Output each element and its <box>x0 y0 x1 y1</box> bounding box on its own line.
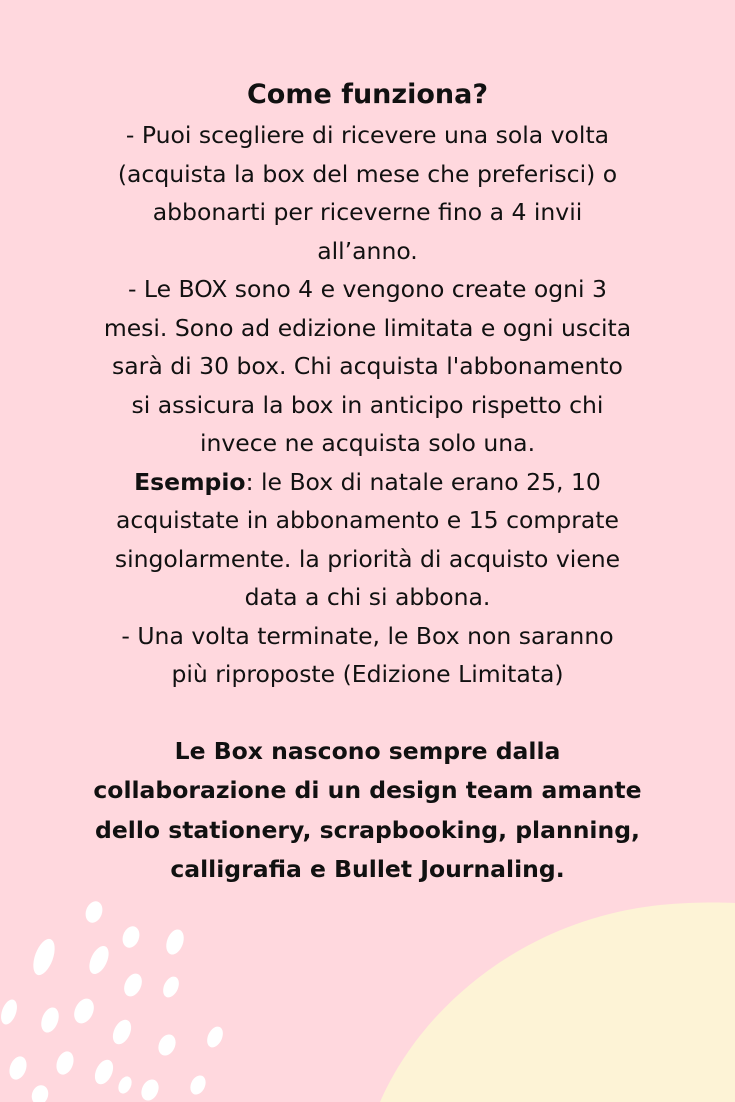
example-paragraph <box>60 463 675 617</box>
dot <box>121 971 146 1000</box>
text-line: abbonarti per riceverne fino a 4 invii <box>152 198 583 226</box>
spacer <box>60 694 675 732</box>
closing-line: dello stationery, scrapbooking, planning, <box>95 815 640 844</box>
page-title: Come funziona? <box>246 79 489 110</box>
dot <box>91 1057 116 1087</box>
dot <box>29 1083 51 1102</box>
dot <box>53 1049 76 1077</box>
final-paragraph <box>60 617 675 694</box>
dot <box>138 1077 162 1102</box>
dot <box>187 1073 208 1097</box>
example-first-line-rest: : le Box di natale erano 25, 10 <box>245 467 601 496</box>
closing-paragraph <box>60 732 675 890</box>
text-line: - Una volta terminate, le Box non saranno <box>121 621 614 650</box>
dot <box>163 927 187 957</box>
text-line: sarà di 30 box. Chi acquista l'abbonamento <box>112 352 623 380</box>
text-line: - Puoi scegliere di ricevere una sola volta <box>125 121 610 149</box>
text-line: invece ne acquista solo una. <box>199 429 536 457</box>
closing-line: collaborazione di un design team amante <box>93 776 642 804</box>
text-line: (acquista la box del mese che preferisci) o <box>117 159 618 188</box>
cream-blob-shape <box>380 903 735 1102</box>
dot <box>83 899 106 925</box>
text-line: all’anno. <box>317 236 418 265</box>
dot <box>120 924 143 950</box>
text-line: data a chi si abbona. <box>244 583 491 611</box>
example-label: Esempio <box>134 467 246 496</box>
dot <box>155 1032 179 1059</box>
text-line: acquistate in abbonamento e 15 comprate <box>116 506 619 534</box>
text-line: si assicura la box in anticipo rispetto chi <box>131 390 604 419</box>
dot <box>0 997 20 1026</box>
dot <box>85 943 112 977</box>
info-text-block <box>60 78 675 890</box>
dot <box>116 1074 134 1095</box>
dot <box>38 1005 62 1035</box>
dot <box>70 995 97 1026</box>
dot <box>29 936 59 978</box>
text-line: singolarmente. la priorità di acquisto viene <box>114 544 621 573</box>
white-dots-pattern <box>0 899 226 1102</box>
example-first-line <box>60 463 675 502</box>
closing-line: calligrafia e Bullet Journaling. <box>170 855 565 883</box>
text-line: mesi. Sono ad edizione limitata e ogni uscita <box>103 313 632 342</box>
text-line: più riproposte (Edizione Limitata) <box>171 660 564 688</box>
dot <box>160 974 182 1000</box>
dot <box>6 1054 29 1082</box>
intro-paragraph <box>60 116 675 463</box>
closing-line: Le Box nascono sempre dalla <box>174 736 561 765</box>
text-line: - Le BOX sono 4 e vengono create ogni 3 <box>127 275 608 303</box>
dot <box>204 1024 226 1050</box>
dot <box>109 1017 134 1047</box>
